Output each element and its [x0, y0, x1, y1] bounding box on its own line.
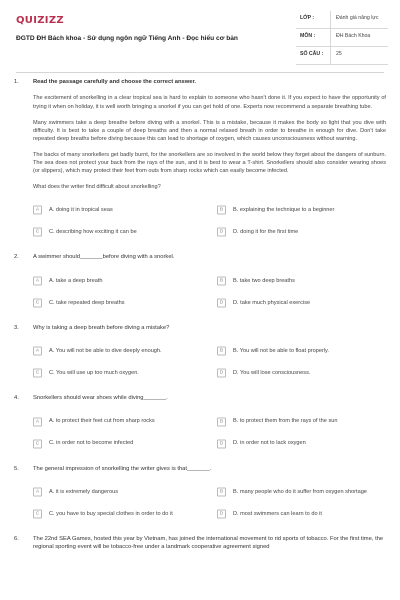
option-letter: B — [217, 487, 226, 496]
question-number: 6. — [14, 535, 19, 542]
option-letter: B — [217, 206, 226, 215]
option-text: C. describing how exciting it can be — [49, 229, 137, 236]
question-text: Why is taking a deep breath before diving a mistake? — [33, 324, 170, 331]
option-letter: A — [33, 487, 42, 496]
options — [33, 340, 386, 384]
option-text: C. take repeated deep breaths — [49, 299, 125, 306]
passage-paragraph: The backs of many snorkellers get badly burnt, for the snorkellers are so involved in the world below they forget about the dangers of sunburn. The sea does not protect your back from the rays of the sun, and it is best to wear a T-shirt. Snorkellers should also consider wearing shoes (or slippers), which may protect their feet from outs from sharp rocks which can easily become infected. — [33, 151, 386, 175]
question-number: 3. — [14, 324, 19, 331]
meta-key: LỚP : — [300, 15, 315, 21]
option-text: B. many people who do it suffer from oxygen shortage — [233, 488, 367, 495]
option-text: A. to protect their feet cut from sharp rocks — [49, 418, 155, 425]
option-c[interactable] — [33, 292, 217, 314]
option-text: D. You will lose consciousness. — [233, 370, 311, 377]
option-text: A. it is extremely dangerous — [49, 488, 119, 495]
option-letter: C — [33, 439, 42, 448]
option-text: D. in order not to lack oxygen — [233, 440, 306, 447]
question-text: Snorkellers should wear shoes while diving_______. — [33, 395, 168, 402]
question-4 — [0, 394, 400, 454]
option-text: C. in order not to become infected — [49, 440, 134, 447]
option-letter: D — [217, 509, 226, 518]
option-b[interactable] — [217, 481, 400, 503]
header-divider — [16, 72, 384, 73]
passage-paragraph: Many swimmers take a deep breathe before diving with a snorkel. This is a mistake, because it makes the body so light that you dive with difficulty. It is best to take a couple of deep breaths and then a normal relaxed breath in order to breathe in enough for dive. Don't take repeated deep breaths before diving because this can lead to shortage of oxygen, which causes unconsciousness without warning. — [33, 119, 386, 142]
meta-key: MÔN : — [300, 33, 316, 39]
question-number: 1. — [14, 79, 19, 85]
quizizz-logo: QUIZIZZ — [16, 15, 64, 26]
option-text: D. take much physical exercise — [233, 299, 311, 306]
question-text: A swimmer should_______before diving with a snorkel. — [33, 254, 175, 261]
meta-value: Đánh giá năng lực — [336, 15, 379, 21]
option-text: B. take two deep breaths — [233, 277, 295, 284]
question-1 — [0, 78, 400, 243]
option-letter: B — [217, 417, 226, 426]
option-d[interactable] — [217, 433, 400, 455]
meta-key: SỐ CÂU : — [300, 51, 324, 57]
passage-paragraph: The excitement of snorkelling in a clear tropical sea is hard to explain to someone who hasn't done it. If you expect to have the opportunity of trying it when on holiday, it is well worth bringing a snorkel if you can get hold of one. Experts now recommend a separate breathing tube. — [33, 95, 386, 110]
meta-row-class — [296, 11, 388, 29]
options — [33, 199, 386, 243]
option-letter: A — [33, 417, 42, 426]
option-text: C. you have to buy special clothes in order to do it — [49, 510, 173, 517]
option-b[interactable] — [217, 270, 400, 292]
option-a[interactable] — [33, 270, 217, 292]
option-b[interactable] — [217, 340, 400, 362]
option-a[interactable] — [33, 199, 217, 221]
question-5 — [0, 465, 400, 525]
option-text: A. You will not be able to dive deeply enough. — [49, 348, 162, 355]
option-letter: A — [33, 276, 42, 285]
question-prompt: What does the writer find difficult about snorkelling? — [33, 184, 161, 191]
option-text: B. to protect them from the rays of the sun — [233, 418, 338, 425]
option-d[interactable] — [217, 362, 400, 384]
option-text: A. doing it in tropical seas — [49, 207, 113, 214]
option-letter: B — [217, 276, 226, 285]
meta-row-subject — [296, 29, 388, 47]
question-text: Read the passage carefully and choose the correct answer. — [33, 79, 197, 85]
options — [33, 270, 386, 314]
meta-value: ĐH Bách Khoa — [336, 33, 371, 39]
option-text: B. You will not be able to float properly. — [233, 348, 329, 355]
option-text: D. most swimmers can learn to do it — [233, 510, 322, 517]
question-number: 5. — [14, 465, 19, 472]
question-list — [0, 78, 400, 552]
option-d[interactable] — [217, 221, 400, 243]
option-letter: D — [217, 439, 226, 448]
option-a[interactable] — [33, 481, 217, 503]
option-b[interactable] — [217, 199, 400, 221]
option-c[interactable] — [33, 221, 217, 243]
option-text: A. take a deep breath — [49, 277, 103, 284]
question-6 — [0, 535, 400, 552]
option-c[interactable] — [33, 503, 217, 525]
meta-table — [296, 11, 388, 65]
option-letter: C — [33, 509, 42, 518]
option-c[interactable] — [33, 362, 217, 384]
option-letter: C — [33, 369, 42, 378]
option-c[interactable] — [33, 433, 217, 455]
option-letter: A — [33, 347, 42, 356]
option-text: C. You will use up too much oxygen. — [49, 370, 139, 377]
options — [33, 411, 386, 455]
option-text: D. doing it for the first time — [233, 229, 299, 236]
option-letter: D — [217, 228, 226, 237]
option-text: B. explaining the technique to a beginner — [233, 207, 335, 214]
option-letter: B — [217, 347, 226, 356]
question-number: 2. — [14, 254, 19, 261]
meta-value: 25 — [336, 51, 342, 57]
option-letter: D — [217, 298, 226, 307]
question-text: The 22nd SEA Games, hosted this year by Vietnam, has joined the international movement to rid sports of tobacco. For the first time, the regional sporting event will be tobacco-free under a landmark cooperative agreement signed — [33, 535, 384, 551]
question-3 — [0, 324, 400, 384]
option-letter: C — [33, 298, 42, 307]
option-letter: A — [33, 206, 42, 215]
meta-row-count — [296, 47, 388, 65]
option-letter: C — [33, 228, 42, 237]
option-a[interactable] — [33, 340, 217, 362]
document-title: ĐGTD ĐH Bách khoa - Sử dụng ngôn ngữ Tiếng Anh - Đọc hiểu cơ bản — [16, 35, 238, 42]
question-number: 4. — [14, 395, 19, 402]
option-d[interactable] — [217, 503, 400, 525]
page-header — [0, 0, 400, 66]
options — [33, 481, 386, 525]
option-d[interactable] — [217, 292, 400, 314]
option-b[interactable] — [217, 411, 400, 433]
question-2 — [0, 253, 400, 313]
option-a[interactable] — [33, 411, 217, 433]
option-letter: D — [217, 369, 226, 378]
question-text: The general impression of snorkelling the writer gives is that_______. — [33, 465, 212, 472]
